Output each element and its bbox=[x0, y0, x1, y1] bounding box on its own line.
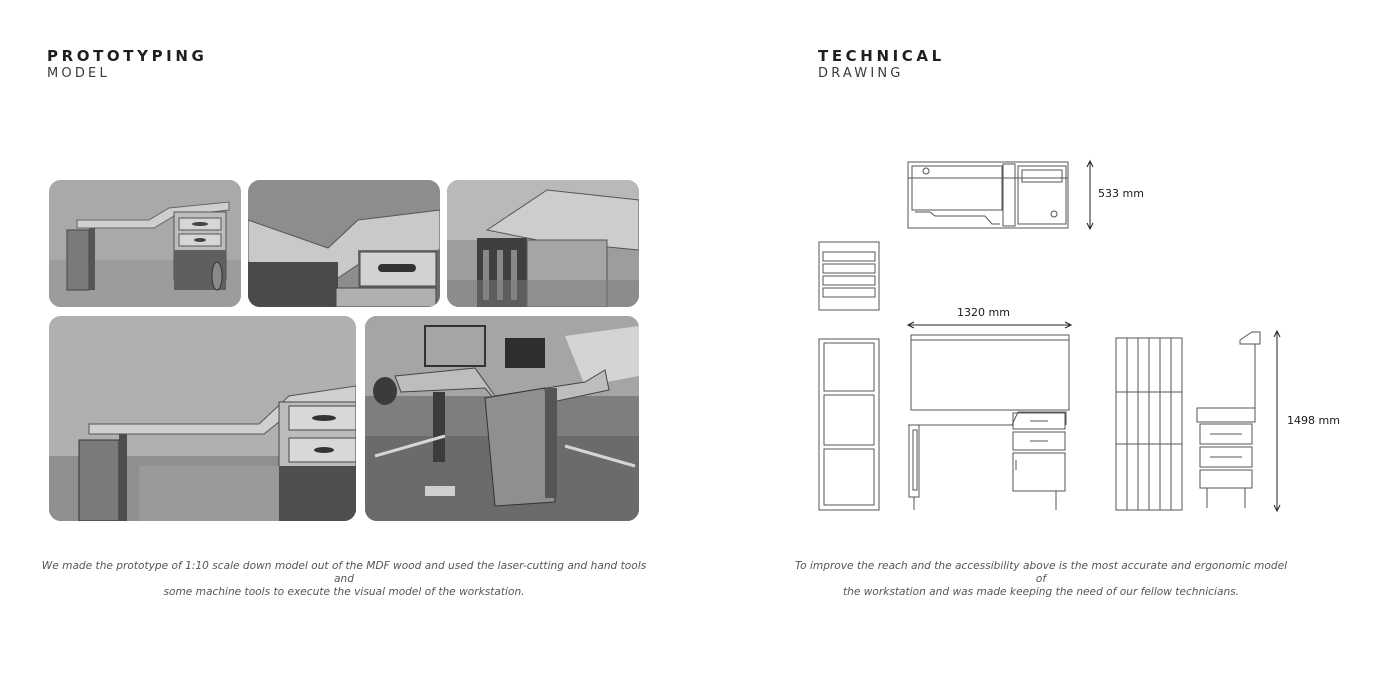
prototype-photo-desk-wide bbox=[49, 316, 356, 521]
technical-caption bbox=[790, 560, 1292, 599]
front-elevation-drawing bbox=[908, 335, 1069, 510]
drawer-detail-drawing bbox=[819, 242, 879, 310]
prototype-photo-desk-overview bbox=[49, 180, 241, 307]
prototyping-caption-line2: some machine tools to execute the visual model of the workstation. bbox=[163, 586, 525, 598]
prototyping-subtitle: MODEL bbox=[47, 66, 110, 81]
prototyping-caption bbox=[40, 560, 648, 599]
prototyping-caption-line1: We made the prototype of 1:10 scale down model out of the MDF wood and used the laser-cutting and hand tools and bbox=[41, 560, 647, 585]
prototype-photo-shelf-corner bbox=[447, 180, 639, 307]
height-dimension-line bbox=[1274, 331, 1280, 511]
top-view-drawing bbox=[908, 162, 1068, 228]
technical-caption-line1: To improve the reach and the accessibility above is the most accurate and ergonomic model of bbox=[794, 560, 1288, 585]
technical-title: TECHNICAL bbox=[818, 47, 945, 65]
width-dimension-label: 1320 mm bbox=[957, 306, 1010, 319]
width-dimension-line bbox=[908, 322, 1071, 328]
depth-dimension-label: 533 mm bbox=[1098, 187, 1144, 200]
technical-drawing bbox=[800, 150, 1360, 520]
height-dimension-label: 1498 mm bbox=[1287, 414, 1340, 427]
prototype-photo-workshop bbox=[365, 316, 639, 521]
prototyping-title: PROTOTYPING bbox=[47, 47, 208, 65]
depth-dimension-line bbox=[1087, 161, 1093, 229]
prototype-photo-drawer-closeup bbox=[248, 180, 440, 307]
technical-caption-line2: the workstation and was made keeping the need of our fellow technicians. bbox=[842, 586, 1240, 598]
side-elevation-right bbox=[1197, 332, 1260, 508]
rear-elevation-drawing bbox=[1116, 338, 1182, 510]
technical-subtitle: DRAWING bbox=[818, 66, 904, 81]
side-elevation-left bbox=[819, 339, 879, 510]
